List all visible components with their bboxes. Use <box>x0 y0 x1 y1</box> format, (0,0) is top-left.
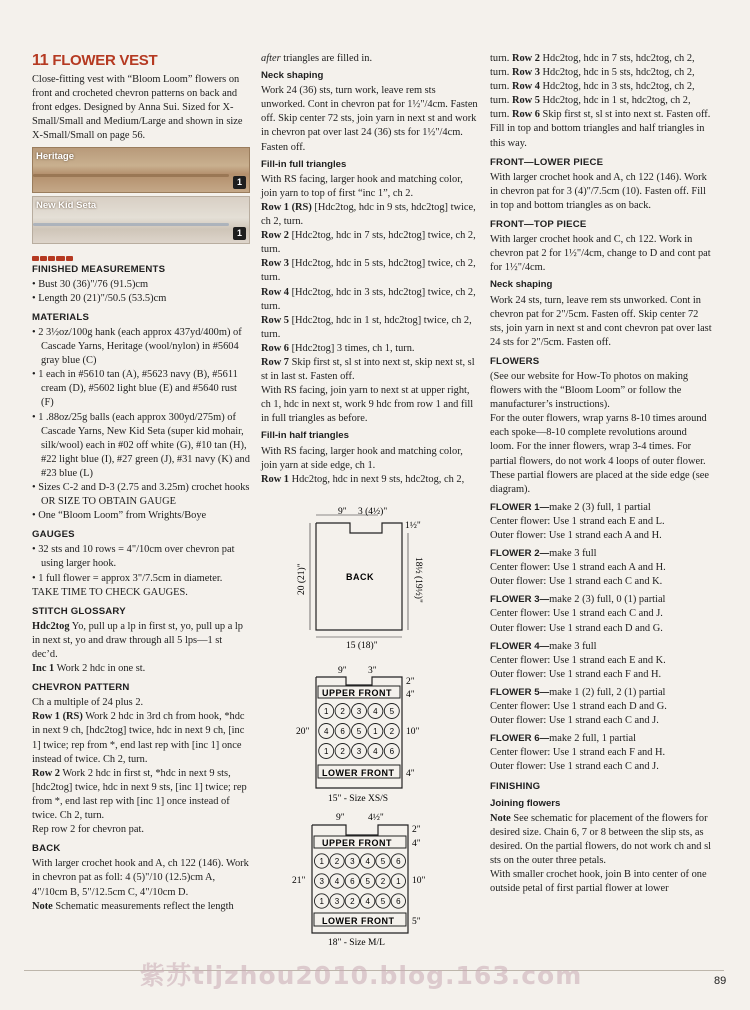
flower-number: 4 <box>323 727 329 736</box>
svg-text:18½ (19½)": 18½ (19½)" <box>413 557 423 603</box>
half-triangle-rows: turn. Row 2 Hdc2tog, hdc in 7 sts, hdc2tog, ch 2, turn. Row 3 Hdc2tog, hdc in 5 sts, hdc2tog, ch 2, turn. Row 4 Hdc2tog, hdc in 3 sts, hdc2tog, ch 2, turn. Row 5 Hdc2tog, hdc in 1 st, hdc2tog, ch 2, turn. Row 6 Skip first st, sl st into next st. Fasten off. <box>490 53 711 121</box>
swatch-new-kid-seta <box>32 196 250 244</box>
chevron-rep: Rep row 2 for chevron pat. <box>32 824 144 836</box>
swatch-heritage <box>32 147 250 193</box>
joining-note: Note See schematic for placement of the flowers for desired size. Chain 6, 7 or 8 between the slip sts, as desired. On the partial flowers, do not work ch and sl sts on the outer three petals. <box>490 812 712 866</box>
svg-text:20 (21)": 20 (21)" <box>297 563 307 595</box>
article-number: 11 <box>32 52 49 69</box>
svg-text:18" - Size M/L: 18" - Size M/L <box>328 938 385 948</box>
svg-text:2": 2" <box>406 677 415 687</box>
flower-number: 1 <box>323 747 329 756</box>
front-xs-schematic <box>296 666 420 804</box>
flower-number: 4 <box>334 877 340 886</box>
flower-entry: FLOWER 3—make 2 (3) full, 0 (1) partial Center flower: Use 1 strand each C and J. Outer flower: Use 1 strand each D and G. <box>490 594 666 634</box>
joining-heading: Joining flowers <box>490 797 561 809</box>
back-note: Note Schematic measurements reflect the length <box>32 900 234 912</box>
materials-item: • One “Bloom Loom” from Wrights/Boye <box>32 510 207 522</box>
fill-row: Row 2 [Hdc2tog, hdc in 7 sts, hdc2tog] twice, ch 2, turn. <box>261 230 476 256</box>
yarn-strand <box>33 174 229 177</box>
svg-text:3 (4½)": 3 (4½)" <box>358 507 388 517</box>
finished-item: • Length 20 (21)"/50.5 (53.5)cm <box>32 292 167 304</box>
glossary-hdc2tog: Hdc2tog Yo, pull up a lp in first st, yo, pull up a lp in next st, yo and draw through all 5 lps—1 st dec’d. <box>32 620 244 660</box>
svg-text:15" - Size XS/S: 15" - Size XS/S <box>328 794 389 804</box>
flower-number: 3 <box>334 897 340 906</box>
glossary-inc1: Inc 1 Work 2 hdc in one st. <box>32 663 146 675</box>
swatch-badge: 1 <box>233 176 246 189</box>
column-3 <box>490 52 712 896</box>
fill-full-heading: Fill-in full triangles <box>261 158 347 170</box>
flower-number: 4 <box>365 857 370 866</box>
flower-number: 2 <box>350 897 355 906</box>
finished-item: • Bust 30 (36)"/76 (91.5)cm <box>32 278 149 290</box>
svg-text:LOWER FRONT: LOWER FRONT <box>322 916 395 926</box>
fill-row: Row 1 (RS) [Hdc2tog, hdc in 9 sts, hdc2tog] twice, ch 2, turn. <box>261 201 476 228</box>
flower-entry: FLOWER 1—make 2 (3) full, 1 partial Center flower: Use 1 strand each E and L. Outer flower: Use 1 strand each A and H. <box>490 501 665 541</box>
svg-text:3": 3" <box>368 666 377 676</box>
article-title: 11 FLOWER VEST <box>32 52 158 69</box>
svg-text:9": 9" <box>338 666 347 676</box>
swatch-label: New Kid Seta <box>36 199 97 211</box>
flower-list <box>490 501 712 775</box>
flower-number: 3 <box>319 877 324 886</box>
chevron-line: Ch a multiple of 24 plus 2. <box>32 697 144 709</box>
flower-number: 6 <box>350 877 355 886</box>
chevron-heading: CHEVRON PATTERN <box>32 682 130 694</box>
svg-text:9": 9" <box>336 813 345 823</box>
neck-shaping-text: Work 24 (36) sts, turn work, leave rem sts unworked. Cont in chevron pat for 1½"/4cm. Fasten off. Skip center 72 sts, join yarn in next st and work in chevron pat over last 24 (36) sts for 1½"/4cm. Fasten off. <box>261 85 478 153</box>
flower-number: 1 <box>396 877 401 886</box>
svg-text:20": 20" <box>296 727 310 737</box>
back-label: BACK <box>346 572 374 582</box>
flower-number: 2 <box>340 747 345 756</box>
svg-text:4": 4" <box>406 690 415 700</box>
svg-text:10": 10" <box>406 727 420 737</box>
front-top-heading: FRONT—TOP PIECE <box>490 219 587 231</box>
front-top-text: With larger crochet hook and C, ch 122. Work in chevron pat 2 for 1½"/4cm, change to D and cont pat for 1½"/4cm. <box>490 234 711 274</box>
skill-level-indicator <box>32 252 250 258</box>
flower-number: 1 <box>373 727 378 736</box>
continued-text: after triangles are filled in. <box>261 53 373 64</box>
fill-row: Row 7 Skip first st, sl st into next st, skip next st, sl st in last st. Fasten off. <box>261 356 475 383</box>
flower-number: 5 <box>389 707 395 716</box>
joining-text: With smaller crochet hook, join B into center of one outside petal of first partial flower at lower <box>490 869 707 895</box>
flower-number: 3 <box>350 857 355 866</box>
svg-text:UPPER FRONT: UPPER FRONT <box>322 838 393 848</box>
flower-entry: FLOWER 5—make 1 (2) full, 2 (1) partial Center flower: Use 1 strand each D and G. Outer flower: Use 1 strand each C and J. <box>490 686 667 727</box>
flower-number: 4 <box>365 897 370 906</box>
schematic-drawing <box>290 505 450 950</box>
gauge-note: TAKE TIME TO CHECK GAUGES. <box>32 586 188 598</box>
watermark: 紫苏tljzhou2010.blog.163.com <box>140 961 583 990</box>
flower-number: 6 <box>396 897 401 906</box>
materials-item: • 1 .88oz/25g balls (each approx 300yd/275m) of Cascade Yarns, New Kid Seta (super kid mohair, silk/wool) each in #02 off white (G), #10 tan (H), #22 light blue (I), #27 green (J), #31 navy (K) and #23 blue (L) <box>32 411 250 479</box>
flower-entry: FLOWER 4—make 3 full Center flower: Use 1 strand each E and K. Outer flower: Use 1 strand each F and H. <box>490 640 666 680</box>
flower-number: 2 <box>380 877 386 886</box>
flower-number: 2 <box>334 857 340 866</box>
fill-row: Row 4 [Hdc2tog, hdc in 3 sts, hdc2tog] twice, ch 2, turn. <box>261 286 476 312</box>
fill-full-intro: With RS facing, larger hook and matching color, join yarn to top of first “inc 1”, ch 2. <box>261 173 463 199</box>
svg-text:LOWER FRONT: LOWER FRONT <box>322 768 395 778</box>
flower-entry: FLOWER 2—make 3 full Center flower: Use 1 strand each A and H. Outer flower: Use 1 strand each C and K. <box>490 548 666 588</box>
chevron-row1: Row 1 (RS) Work 2 hdc in 3rd ch from hook, *hdc in next 9 ch, [hdc2tog] twice, hdc in next 9 ch, [inc 1] twice; rep from *, end last rep with [inc 1] once instead of twice. Ch 2, turn. <box>32 711 245 765</box>
materials-item: • 2 3½oz/100g hank (each approx 437yd/400m) of Cascade Yarns, Heritage (wool/nylon) in #5604 gray blue (C) <box>32 326 242 367</box>
fill-full-outro: With RS facing, join yarn to next st at upper right, ch 1, hdc in next st, work 9 hdc from row 1 and fill in full triangles as before. <box>261 385 474 425</box>
flower-number: 1 <box>323 707 329 716</box>
svg-text:5": 5" <box>412 917 421 927</box>
fill-row: Row 3 [Hdc2tog, hdc in 5 sts, hdc2tog] twice, ch 2, turn. <box>261 258 476 284</box>
fill-in-text: Fill in top and bottom triangles and half triangles in this way. <box>490 123 705 149</box>
yarn-strand <box>33 223 229 226</box>
gauge-item: • 32 sts and 10 rows = 4"/10cm over chevron pat using larger hook. <box>32 544 235 570</box>
fill-half-row1: Row 1 Hdc2tog, hdc in next 9 sts, hdc2tog, ch 2, <box>261 473 465 485</box>
svg-text:1½": 1½" <box>405 521 421 531</box>
svg-text:UPPER FRONT: UPPER FRONT <box>322 688 393 698</box>
svg-text:4½": 4½" <box>368 813 384 823</box>
fill-half-intro: With RS facing, larger hook and matching color, join yarn at side edge, ch 1. <box>261 445 463 471</box>
gauges-heading: GAUGES <box>32 529 75 541</box>
fill-row: Row 5 [Hdc2tog, hdc in 1 st, hdc2tog] twice, ch 2, turn. <box>261 314 472 340</box>
flower-number: 5 <box>356 727 362 736</box>
gauge-item: • 1 full flower = approx 3"/7.5cm in diameter. <box>32 572 223 584</box>
chevron-row2: Row 2 Work 2 hdc in first st, *hdc in next 9 sts, [hdc2tog] twice, hdc in next 9 sts, [inc 1] twice; rep from *, end last rep with [inc 1] once instead of twice. Ch 2, turn. <box>32 767 247 822</box>
svg-text:4": 4" <box>412 839 421 849</box>
column-2 <box>261 52 481 487</box>
front-neck-heading: Neck shaping <box>490 279 553 291</box>
flower-number: 4 <box>373 747 378 756</box>
column-1 <box>32 52 250 914</box>
flower-number: 4 <box>373 707 378 716</box>
neck-shaping-heading: Neck shaping <box>261 70 324 82</box>
flower-number: 3 <box>356 707 362 716</box>
flowers-text: (See our website for How-To photos on making flowers with the “Bloom Loom” or follow the manufacturer’s instructions). <box>490 370 689 411</box>
back-schematic <box>296 506 424 651</box>
schematic <box>290 505 450 950</box>
flowers-text: For the outer flowers, wrap yarns 8-10 times around each spoke—8-10 complete revolutions around loom. For the inner flowers, wrap 3-4 times. For partial flowers, do not work 4 loops of outer flower. These partial flowers are placed at the side edge (see diagram). <box>490 413 709 495</box>
flower-number: 6 <box>340 727 345 736</box>
finishing-heading: FINISHING <box>490 780 541 792</box>
svg-text:4": 4" <box>406 769 415 779</box>
front-lower-heading: FRONT—LOWER PIECE <box>490 156 604 168</box>
materials-item: • Sizes C-2 and D-3 (2.75 and 3.25m) crochet hooks OR SIZE TO OBTAIN GAUGE <box>32 481 250 508</box>
flower-number: 6 <box>396 857 401 866</box>
flower-number: 2 <box>389 727 395 736</box>
materials-heading: MATERIALS <box>32 311 90 323</box>
article-intro: Close-fitting vest with “Bloom Loom” flowers on front and crocheted chevron patterns on back and front edges. Designed by Anna Sui. Sized for X-Small/Small and Medium/Large and shown in size X-Small/Small on page 56. <box>32 74 243 142</box>
flower-number: 5 <box>380 857 386 866</box>
flower-entry: FLOWER 6—make 2 full, 1 partial Center flower: Use 1 strand each F and H. Outer flower: Use 1 strand each C and J. <box>490 733 666 773</box>
back-text: With larger crochet hook and A, ch 122 (146). Work in chevron pat as foll: 4 (5)"/10 (12.5)cm A, 4"/10cm B, 5"/12.5cm C, 4"/10cm D. <box>32 858 249 898</box>
fill-row: Row 6 [Hdc2tog] 3 times, ch 1, turn. <box>261 342 415 354</box>
materials-item: • 1 each in #5610 tan (A), #5623 navy (B), #5611 cream (D), #5602 light blue (E) and #5640 rust (F) <box>32 369 238 409</box>
page-number: 89 <box>714 975 727 987</box>
flower-number: 5 <box>380 897 386 906</box>
front-lower-text: With larger crochet hook and A, ch 122 (146). Work in chevron pat for 3 (4)"/7.5cm (10). Fasten off. Fill in top and bottom triangles as on back. <box>490 171 707 211</box>
back-heading: BACK <box>32 843 61 855</box>
svg-text:10": 10" <box>412 876 426 886</box>
finished-heading: FINISHED MEASUREMENTS <box>32 263 166 275</box>
svg-text:9": 9" <box>338 507 347 517</box>
swatch-badge: 1 <box>233 227 246 240</box>
svg-text:2": 2" <box>412 825 421 835</box>
flower-number: 1 <box>319 897 324 906</box>
flower-number: 2 <box>340 707 345 716</box>
front-ml-schematic <box>292 812 426 948</box>
svg-text:15 (18)": 15 (18)" <box>346 641 378 651</box>
svg-text:21": 21" <box>292 876 306 886</box>
glossary-heading: STITCH GLOSSARY <box>32 605 126 617</box>
flower-number: 1 <box>319 857 324 866</box>
front-neck-text: Work 24 sts, turn, leave rem sts unworked. Cont in chevron pat for 2"/5cm. Fasten off. Skip center 72 sts, join yarn in next st and cont chevron pat over last 24 sts for 2"/5cm. Fasten off. <box>490 294 712 348</box>
flowers-heading: FLOWERS <box>490 355 540 367</box>
swatch-label: Heritage <box>36 150 75 162</box>
flower-number: 5 <box>365 877 370 886</box>
flower-number: 6 <box>389 747 395 756</box>
fill-half-heading: Fill-in half triangles <box>261 430 349 442</box>
flower-number: 3 <box>356 747 362 756</box>
